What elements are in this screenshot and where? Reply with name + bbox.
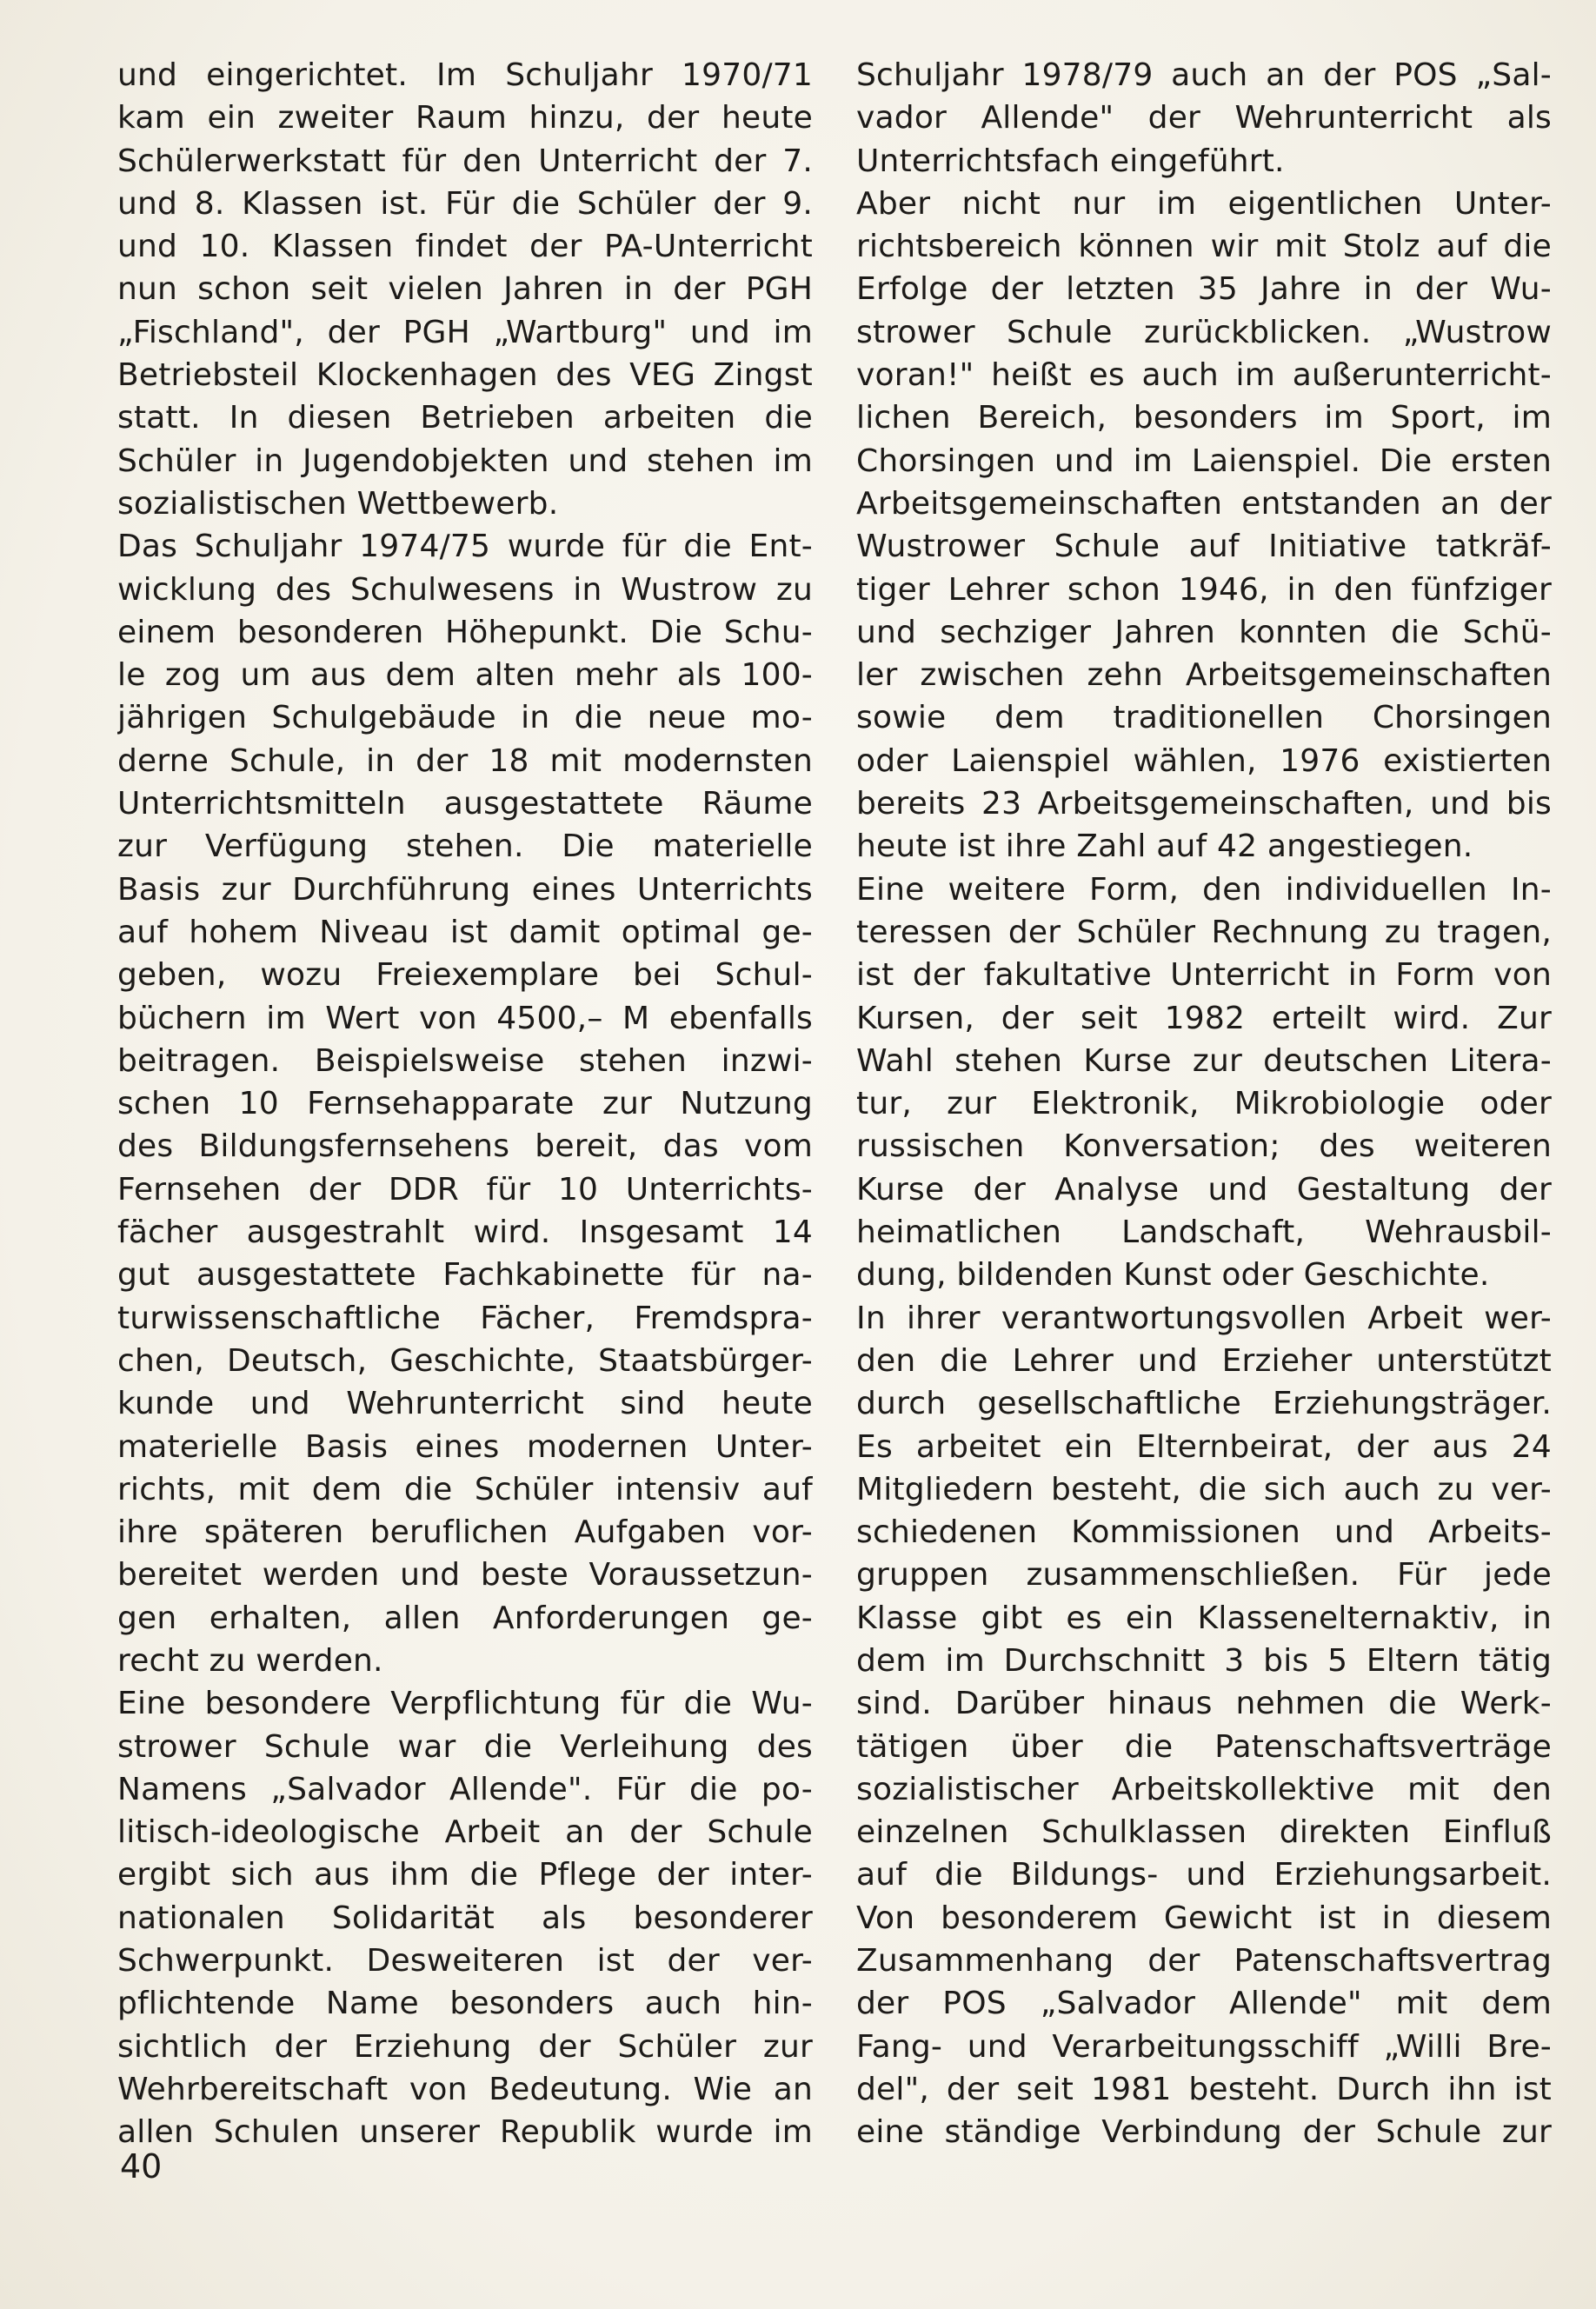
text-line: nun schon seit vielen Jahren in der PGH [117,271,813,308]
text-line: derne Schule, in der 18 mit modernsten [117,742,813,779]
text-line: den die Lehrer und Erzieher unterstützt [856,1342,1552,1379]
text-line: tur, zur Elektronik, Mikrobiologie oder [856,1086,1552,1122]
text-line: richtsbereich können wir mit Stolz auf die [856,229,1552,265]
text-line: statt. In diesen Betrieben arbeiten die [117,400,813,436]
text-line: Kursen, der seit 1982 erteilt wird. Zur [856,1000,1552,1036]
text-line: allen Schulen unserer Republik wurde im [117,2114,813,2151]
text-line: Namens „Salvador Allende". Für die po- [117,1771,813,1807]
text-line: der POS „Salvador Allende" mit dem [856,1986,1552,2022]
text-line: auf hohem Niveau ist damit optimal ge- [117,914,813,950]
text-line: Fernsehen der DDR für 10 Unterrichts- [117,1171,813,1208]
text-line: chen, Deutsch, Geschichte, Staatsbürger- [117,1342,813,1379]
text-line: Das Schuljahr 1974/75 wurde für die Ent- [117,529,813,565]
text-line: le zog um aus dem alten mehr als 100- [117,657,813,694]
text-line: durch gesellschaftliche Erziehungsträger. [856,1386,1552,1422]
text-line: strower Schule war die Verleihung des [117,1728,813,1765]
text-line: Eine weitere Form, den individuellen In- [856,871,1552,908]
text-line: Wahl stehen Kurse zur deutschen Litera- [856,1042,1552,1079]
text-line: sozialistischen Wettbewerb. [117,485,559,522]
text-line: Schuljahr 1978/79 auch an der POS „Sal- [856,57,1552,93]
text-line: lichen Bereich, besonders im Sport, im [856,400,1552,436]
text-line: auf die Bildungs- und Erziehungsarbeit. [856,1857,1552,1893]
text-line: heute ist ihre Zahl auf 42 angestiegen. [856,828,1473,865]
text-line: gut ausgestattete Fachkabinette für na- [117,1257,813,1294]
text-line: beitragen. Beispielsweise stehen inzwi- [117,1042,813,1079]
text-line: Fang- und Verarbeitungsschiff „Willi Bre- [856,2028,1552,2065]
text-line: und sechziger Jahren konnten die Schü- [856,614,1552,650]
text-line: materielle Basis eines modernen Unter- [117,1428,813,1465]
text-line: ist der fakultative Unterricht in Form von [856,957,1552,994]
text-line: vador Allende" der Wehrunterricht als [856,100,1552,136]
text-line: Wehrbereitschaft von Bedeutung. Wie an [117,2071,813,2107]
text-line: turwissenschaftliche Fächer, Fremdspra- [117,1300,813,1336]
text-line: Chorsingen und im Laienspiel. Die ersten [856,443,1552,479]
text-line: schen 10 Fernsehapparate zur Nutzung [117,1086,813,1122]
text-line: Schüler in Jugendobjekten und stehen im [117,443,813,479]
text-line: dem im Durchschnitt 3 bis 5 Eltern tätig [856,1642,1552,1679]
text-line: bereitet werden und beste Voraussetzun- [117,1557,813,1594]
text-line: Mitgliedern besteht, die sich auch zu ver- [856,1471,1552,1507]
text-line: pflichtende Name besonders auch hin- [117,1986,813,2022]
text-line: Aber nicht nur im eigentlichen Unter- [856,185,1552,222]
text-line: geben, wozu Freiexemplare bei Schul- [117,957,813,994]
text-line: fächer ausgestrahlt wird. Insgesamt 14 [117,1214,813,1251]
text-line: einzelnen Schulklassen direkten Einfluß [856,1814,1552,1851]
text-line: dung, bildenden Kunst oder Geschichte. [856,1257,1490,1294]
text-line: Eine besondere Verpflichtung für die Wu- [117,1686,813,1722]
text-line: heimatlichen Landschaft, Wehrausbil- [856,1214,1552,1251]
text-line: ihre späteren beruflichen Aufgaben vor- [117,1514,813,1551]
text-line: Wustrower Schule auf Initiative tatkräf- [856,529,1552,565]
text-line: Klasse gibt es ein Klassenelternaktiv, in [856,1600,1552,1636]
text-line: strower Schule zurückblicken. „Wustrow [856,314,1552,350]
text-line: oder Laienspiel wählen, 1976 existierten [856,742,1552,779]
text-line: wicklung des Schulwesens in Wustrow zu [117,571,813,608]
text-line: In ihrer verantwortungsvollen Arbeit wer- [856,1300,1552,1336]
text-line: sozialistischer Arbeitskollektive mit den [856,1771,1552,1807]
text-line: und 10. Klassen findet der PA-Unterricht [117,229,813,265]
page-number: 40 [120,2147,163,2186]
text-line: Schwerpunkt. Desweiteren ist der ver- [117,1943,813,1980]
text-line: kam ein zweiter Raum hinzu, der heute [117,100,813,136]
text-line: recht zu werden. [117,1642,383,1679]
text-line: sowie dem traditionellen Chorsingen [856,700,1552,736]
text-line: gen erhalten, allen Anforderungen ge- [117,1600,813,1636]
text-line: ergibt sich aus ihm die Pflege der inter- [117,1857,813,1893]
text-line: Unterrichtsfach eingeführt. [856,143,1285,179]
text-line: russischen Konversation; des weiteren [856,1128,1552,1165]
text-line: jährigen Schulgebäude in die neue mo- [117,700,813,736]
text-line: und eingerichtet. Im Schuljahr 1970/71 [117,57,813,93]
text-line: des Bildungsfernsehens bereit, das vom [117,1128,813,1165]
text-column-right [856,54,1552,2151]
text-line: gruppen zusammenschließen. Für jede [856,1557,1552,1594]
text-line: litisch-ideologische Arbeit an der Schule [117,1814,813,1851]
text-line: Es arbeitet ein Elternbeirat, der aus 24 [856,1428,1552,1465]
text-line: Basis zur Durchführung eines Unterrichts [117,871,813,908]
text-line: eine ständige Verbindung der Schule zur [856,2114,1552,2151]
text-line: Schülerwerkstatt für den Unterricht der 7. [117,143,813,179]
text-line: „Fischland", der PGH „Wartburg" und im [117,314,813,350]
text-line: ler zwischen zehn Arbeitsgemeinschaften [856,657,1552,694]
text-line: Unterrichtsmitteln ausgestattete Räume [117,786,813,822]
text-line: sind. Darüber hinaus nehmen die Werk- [856,1686,1552,1722]
text-line: Erfolge der letzten 35 Jahre in der Wu- [856,271,1552,308]
text-line: zur Verfügung stehen. Die materielle [117,828,813,865]
text-line: tiger Lehrer schon 1946, in den fünfziger [856,571,1552,608]
text-line: und 8. Klassen ist. Für die Schüler der 9. [117,185,813,222]
text-line: tätigen über die Patenschaftsverträge [856,1728,1552,1765]
text-column-left [117,54,813,2151]
text-line: Betriebsteil Klockenhagen des VEG Zingst [117,357,813,394]
text-line: richts, mit dem die Schüler intensiv auf [117,1471,813,1507]
text-line: nationalen Solidarität als besonderer [117,1900,813,1936]
text-line: voran!" heißt es auch im außerunterricht- [856,357,1552,394]
text-line: Kurse der Analyse und Gestaltung der [856,1171,1552,1208]
text-line: teressen der Schüler Rechnung zu tragen, [856,914,1552,950]
text-line: del", der seit 1981 besteht. Durch ihn ist [856,2071,1552,2107]
text-line: schiedenen Kommissionen und Arbeits- [856,1514,1552,1551]
text-line: kunde und Wehrunterricht sind heute [117,1386,813,1422]
text-line: büchern im Wert von 4500,– M ebenfalls [117,1000,813,1036]
text-line: bereits 23 Arbeitsgemeinschaften, und bis [856,786,1552,822]
text-line: einem besonderen Höhepunkt. Die Schu- [117,614,813,650]
text-line: Von besonderem Gewicht ist in diesem [856,1900,1552,1936]
text-line: Zusammenhang der Patenschaftsvertrag [856,1943,1552,1980]
text-line: sichtlich der Erziehung der Schüler zur [117,2028,813,2065]
text-line: Arbeitsgemeinschaften entstanden an der [856,485,1552,522]
